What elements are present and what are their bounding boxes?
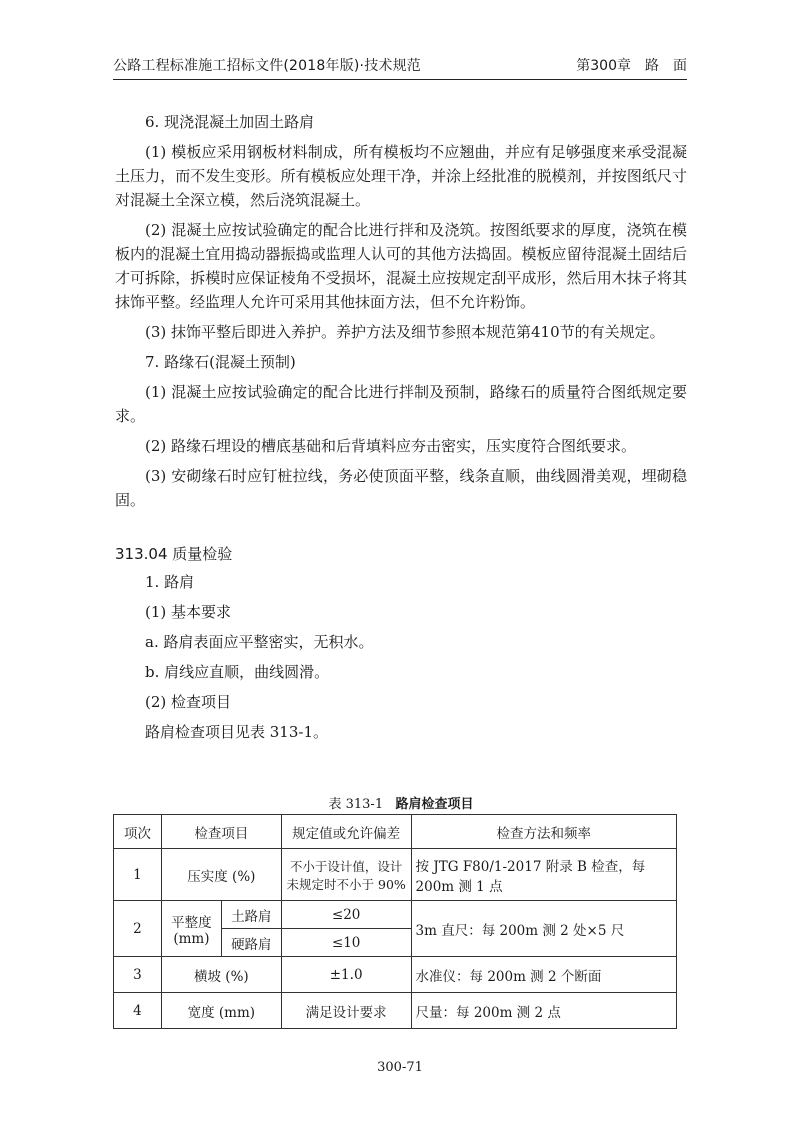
cell-value: ≤20	[281, 901, 411, 929]
page-number: 300-71	[377, 1060, 423, 1075]
header-cell: 规定值或允许偏差	[281, 815, 411, 849]
header-cell: 检查项目	[161, 815, 281, 849]
header-cell: 项次	[114, 815, 162, 849]
inspection-table	[113, 814, 677, 1029]
cell-method: 按 JTG F80/1-2017 附录 B 检查，每 200m 测 1 点	[411, 849, 676, 901]
table-row	[114, 901, 677, 929]
cell-item: 压实度 (%)	[161, 849, 281, 901]
paragraph: (1) 混凝土应按试验确定的配合比进行拌制及预制，路缘石的质量符合图纸规定要求。	[115, 383, 687, 425]
paragraph: (3) 抹饰平整后即进入养护。养护方法及细节参照本规范第410节的有关规定。	[145, 323, 665, 341]
table-row	[114, 957, 677, 993]
header-chapter-title: 第300章 路 面	[576, 58, 687, 74]
main-text	[115, 110, 687, 750]
cell-no: 3	[114, 957, 162, 993]
table-row	[114, 849, 677, 901]
paragraph: (3) 安砌缘石时应钉桩拉线，务必使顶面平整，线条直顺，曲线圆滑美观，埋砌稳固。	[115, 467, 687, 509]
header-cell: 检查方法和频率	[411, 815, 676, 849]
paragraph: 1. 路肩	[145, 573, 195, 591]
cell-value: 满足设计要求	[281, 993, 411, 1029]
paragraph: (2) 混凝土应按试验确定的配合比进行拌和及浇筑。按图纸要求的厚度，浇筑在模板内的混凝土宜用捣动器振捣或监理人认可的其他方法捣固。模板应留待混凝土固结后才可拆除，拆模时应保证棱角不受损坏，混凝土应按规定刮平成形，然后用木抹子将其抹饰平整。经监理人允许可采用其他抹面方法，但不允许粉饰。	[115, 221, 687, 311]
section-number: 313.04	[115, 545, 168, 563]
cell-value: ≤10	[281, 929, 411, 957]
paragraph: 6. 现浇混凝土加固土路肩	[145, 113, 315, 131]
cell-method: 尺量：每 200m 测 2 点	[411, 993, 676, 1029]
cell-item: 横坡 (%)	[161, 957, 281, 993]
section-heading	[115, 542, 687, 566]
cell-subitem: 土路肩	[221, 901, 281, 929]
cell-no: 4	[114, 993, 162, 1029]
page-header	[113, 53, 687, 80]
cell-subitem: 硬路肩	[221, 929, 281, 957]
cell-item: 宽度 (mm)	[161, 993, 281, 1029]
paragraph: (1) 基本要求	[145, 603, 232, 621]
paragraph: b. 肩线应直顺，曲线圆滑。	[145, 663, 330, 681]
cell-item: 平整度 (mm)	[161, 901, 221, 957]
table-header-row	[114, 815, 677, 849]
cell-value: 不小于设计值，设计未规定时不小于 90%	[281, 849, 411, 901]
paragraph: 路肩检查项目见表 313-1。	[145, 723, 329, 741]
cell-value: ±1.0	[281, 957, 411, 993]
table-caption-title: 路肩检查项目	[395, 797, 474, 812]
paragraph: 7. 路缘石(混凝土预制)	[145, 353, 296, 371]
table-row	[114, 993, 677, 1029]
table-caption-number: 表 313-1	[328, 797, 384, 812]
cell-no: 2	[114, 901, 162, 957]
header-document-title: 公路工程标准施工招标文件(2018年版)·技术规范	[113, 58, 422, 74]
cell-method: 水准仪：每 200m 测 2 个断面	[411, 957, 676, 993]
section-title: 质量检验	[172, 545, 233, 563]
cell-no: 1	[114, 849, 162, 901]
table-caption	[115, 793, 687, 812]
cell-method: 3m 直尺：每 200m 测 2 处×5 尺	[411, 901, 676, 957]
paragraph: (1) 模板应采用钢板材料制成，所有模板均不应翘曲，并应有足够强度来承受混凝土压力，而不发生变形。所有模板应处理干净，并涂上经批准的脱模剂，并按图纸尺寸对混凝土全深立模，然后浇筑混凝土。	[115, 143, 687, 209]
paragraph: (2) 路缘石埋设的槽底基础和后背填料应夯击密实，压实度符合图纸要求。	[145, 437, 637, 455]
paragraph: (2) 检查项目	[145, 693, 232, 711]
paragraph: a. 路肩表面应平整密实，无积水。	[145, 633, 374, 651]
